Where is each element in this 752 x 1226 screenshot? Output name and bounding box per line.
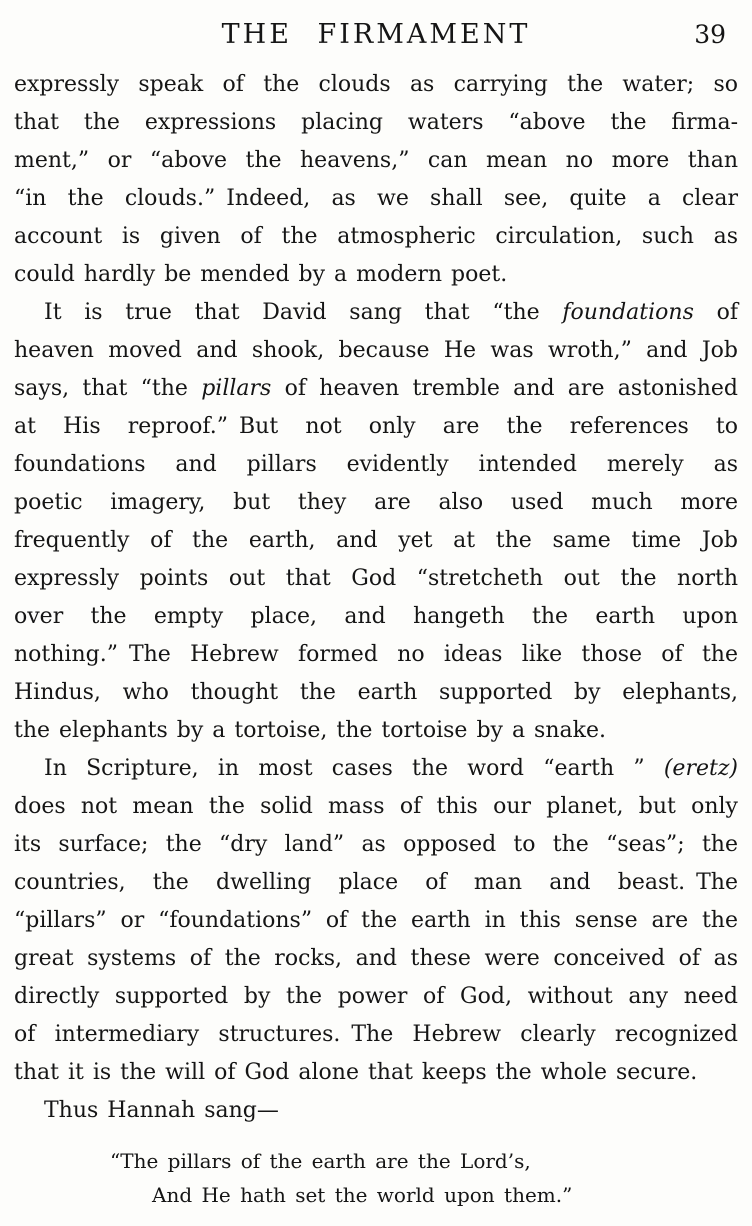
text-segment: “in the clouds.” Indeed, as we shall see, quite a clear: [14, 186, 738, 211]
text-line: [14, 1092, 738, 1130]
italic-text: (eretz): [663, 756, 738, 781]
text-segment: does not mean the solid mass of this our planet, but only: [14, 794, 738, 819]
text-segment: could hardly be mended by a modern poet.: [14, 262, 508, 287]
text-line: [14, 674, 738, 712]
paragraph: [14, 1092, 738, 1130]
text-segment: at His reproof.” But not only are the references to: [14, 414, 738, 439]
verse: [0, 1144, 752, 1212]
text-line: [14, 902, 738, 940]
text-segment: foundations and pillars evidently intended merely as: [14, 452, 738, 477]
page-number: 39: [694, 20, 726, 49]
text-segment: expressly speak of the clouds as carrying the water; so: [14, 72, 738, 97]
text-line: [14, 978, 738, 1016]
text-segment: over the empty place, and hangeth the earth upon: [14, 604, 738, 629]
verse-line: And He hath set the world upon them.”: [152, 1183, 573, 1207]
text-line: [14, 294, 738, 332]
text-segment: countries, the dwelling place of man and beast. The: [14, 870, 738, 895]
text-line: [14, 142, 738, 180]
text-line: [14, 864, 738, 902]
text-line: [14, 408, 738, 446]
text-line: [14, 636, 738, 674]
running-title: THE FIRMAMENT: [221, 19, 531, 50]
text-line: [14, 1054, 738, 1092]
paragraph: [14, 750, 738, 1092]
text-segment: of: [693, 300, 738, 325]
text-line: [14, 66, 738, 104]
body-text: [0, 66, 752, 1130]
verse-line: “The pillars of the earth are the Lord’s,: [110, 1149, 531, 1173]
text-line: [14, 256, 738, 294]
text-line: [14, 1016, 738, 1054]
text-segment: It is true that David sang that “the: [44, 300, 563, 325]
text-segment: “pillars” or “foundations” of the earth in this sense are the: [14, 908, 738, 933]
text-line: [14, 218, 738, 256]
italic-text: pillars: [201, 376, 272, 401]
text-line: [14, 712, 738, 750]
paragraph: [14, 294, 738, 750]
text-line: [14, 446, 738, 484]
text-line: [14, 560, 738, 598]
text-segment: heaven moved and shook, because He was wroth,” and Job: [14, 338, 738, 363]
text-segment: expressly points out that God “stretcheth out the north: [14, 566, 738, 591]
text-line: [14, 522, 738, 560]
text-segment: ment,” or “above the heavens,” can mean no more than: [14, 148, 738, 173]
text-segment: Hindus, who thought the earth supported by elephants,: [14, 680, 738, 705]
text-segment: that it is the will of God alone that keeps the whole secure.: [14, 1060, 698, 1085]
text-segment: the elephants by a tortoise, the tortoise by a snake.: [14, 718, 606, 743]
paragraph: [14, 66, 738, 294]
text-segment: nothing.” The Hebrew formed no ideas like those of the: [14, 642, 738, 667]
text-segment: In Scripture, in most cases the word “earth ”: [44, 756, 664, 781]
text-line: [14, 484, 738, 522]
text-segment: its surface; the “dry land” as opposed to the “seas”; the: [14, 832, 738, 857]
text-segment: account is given of the atmospheric circulation, such as: [14, 224, 738, 249]
page-header: [0, 18, 752, 52]
text-line: [14, 826, 738, 864]
text-line: [14, 598, 738, 636]
italic-text: foundations: [562, 300, 694, 325]
text-line: [14, 788, 738, 826]
text-line: [14, 104, 738, 142]
text-segment: directly supported by the power of God, without any need: [14, 984, 738, 1009]
text-segment: that the expressions placing waters “above the firma-: [14, 110, 738, 135]
text-line: [14, 332, 738, 370]
text-segment: says, that “the: [14, 376, 202, 401]
text-segment: Thus Hannah sang—: [44, 1098, 279, 1123]
text-segment: great systems of the rocks, and these were conceived of as: [14, 946, 738, 971]
text-line: [14, 750, 738, 788]
text-segment: of intermediary structures. The Hebrew clearly recognized: [14, 1022, 738, 1047]
text-segment: poetic imagery, but they are also used much more: [14, 490, 738, 515]
text-line: [14, 940, 738, 978]
text-segment: frequently of the earth, and yet at the same time Job: [14, 528, 738, 553]
text-segment: of heaven tremble and are astonished: [271, 376, 738, 401]
text-line: [14, 370, 738, 408]
text-line: [14, 180, 738, 218]
